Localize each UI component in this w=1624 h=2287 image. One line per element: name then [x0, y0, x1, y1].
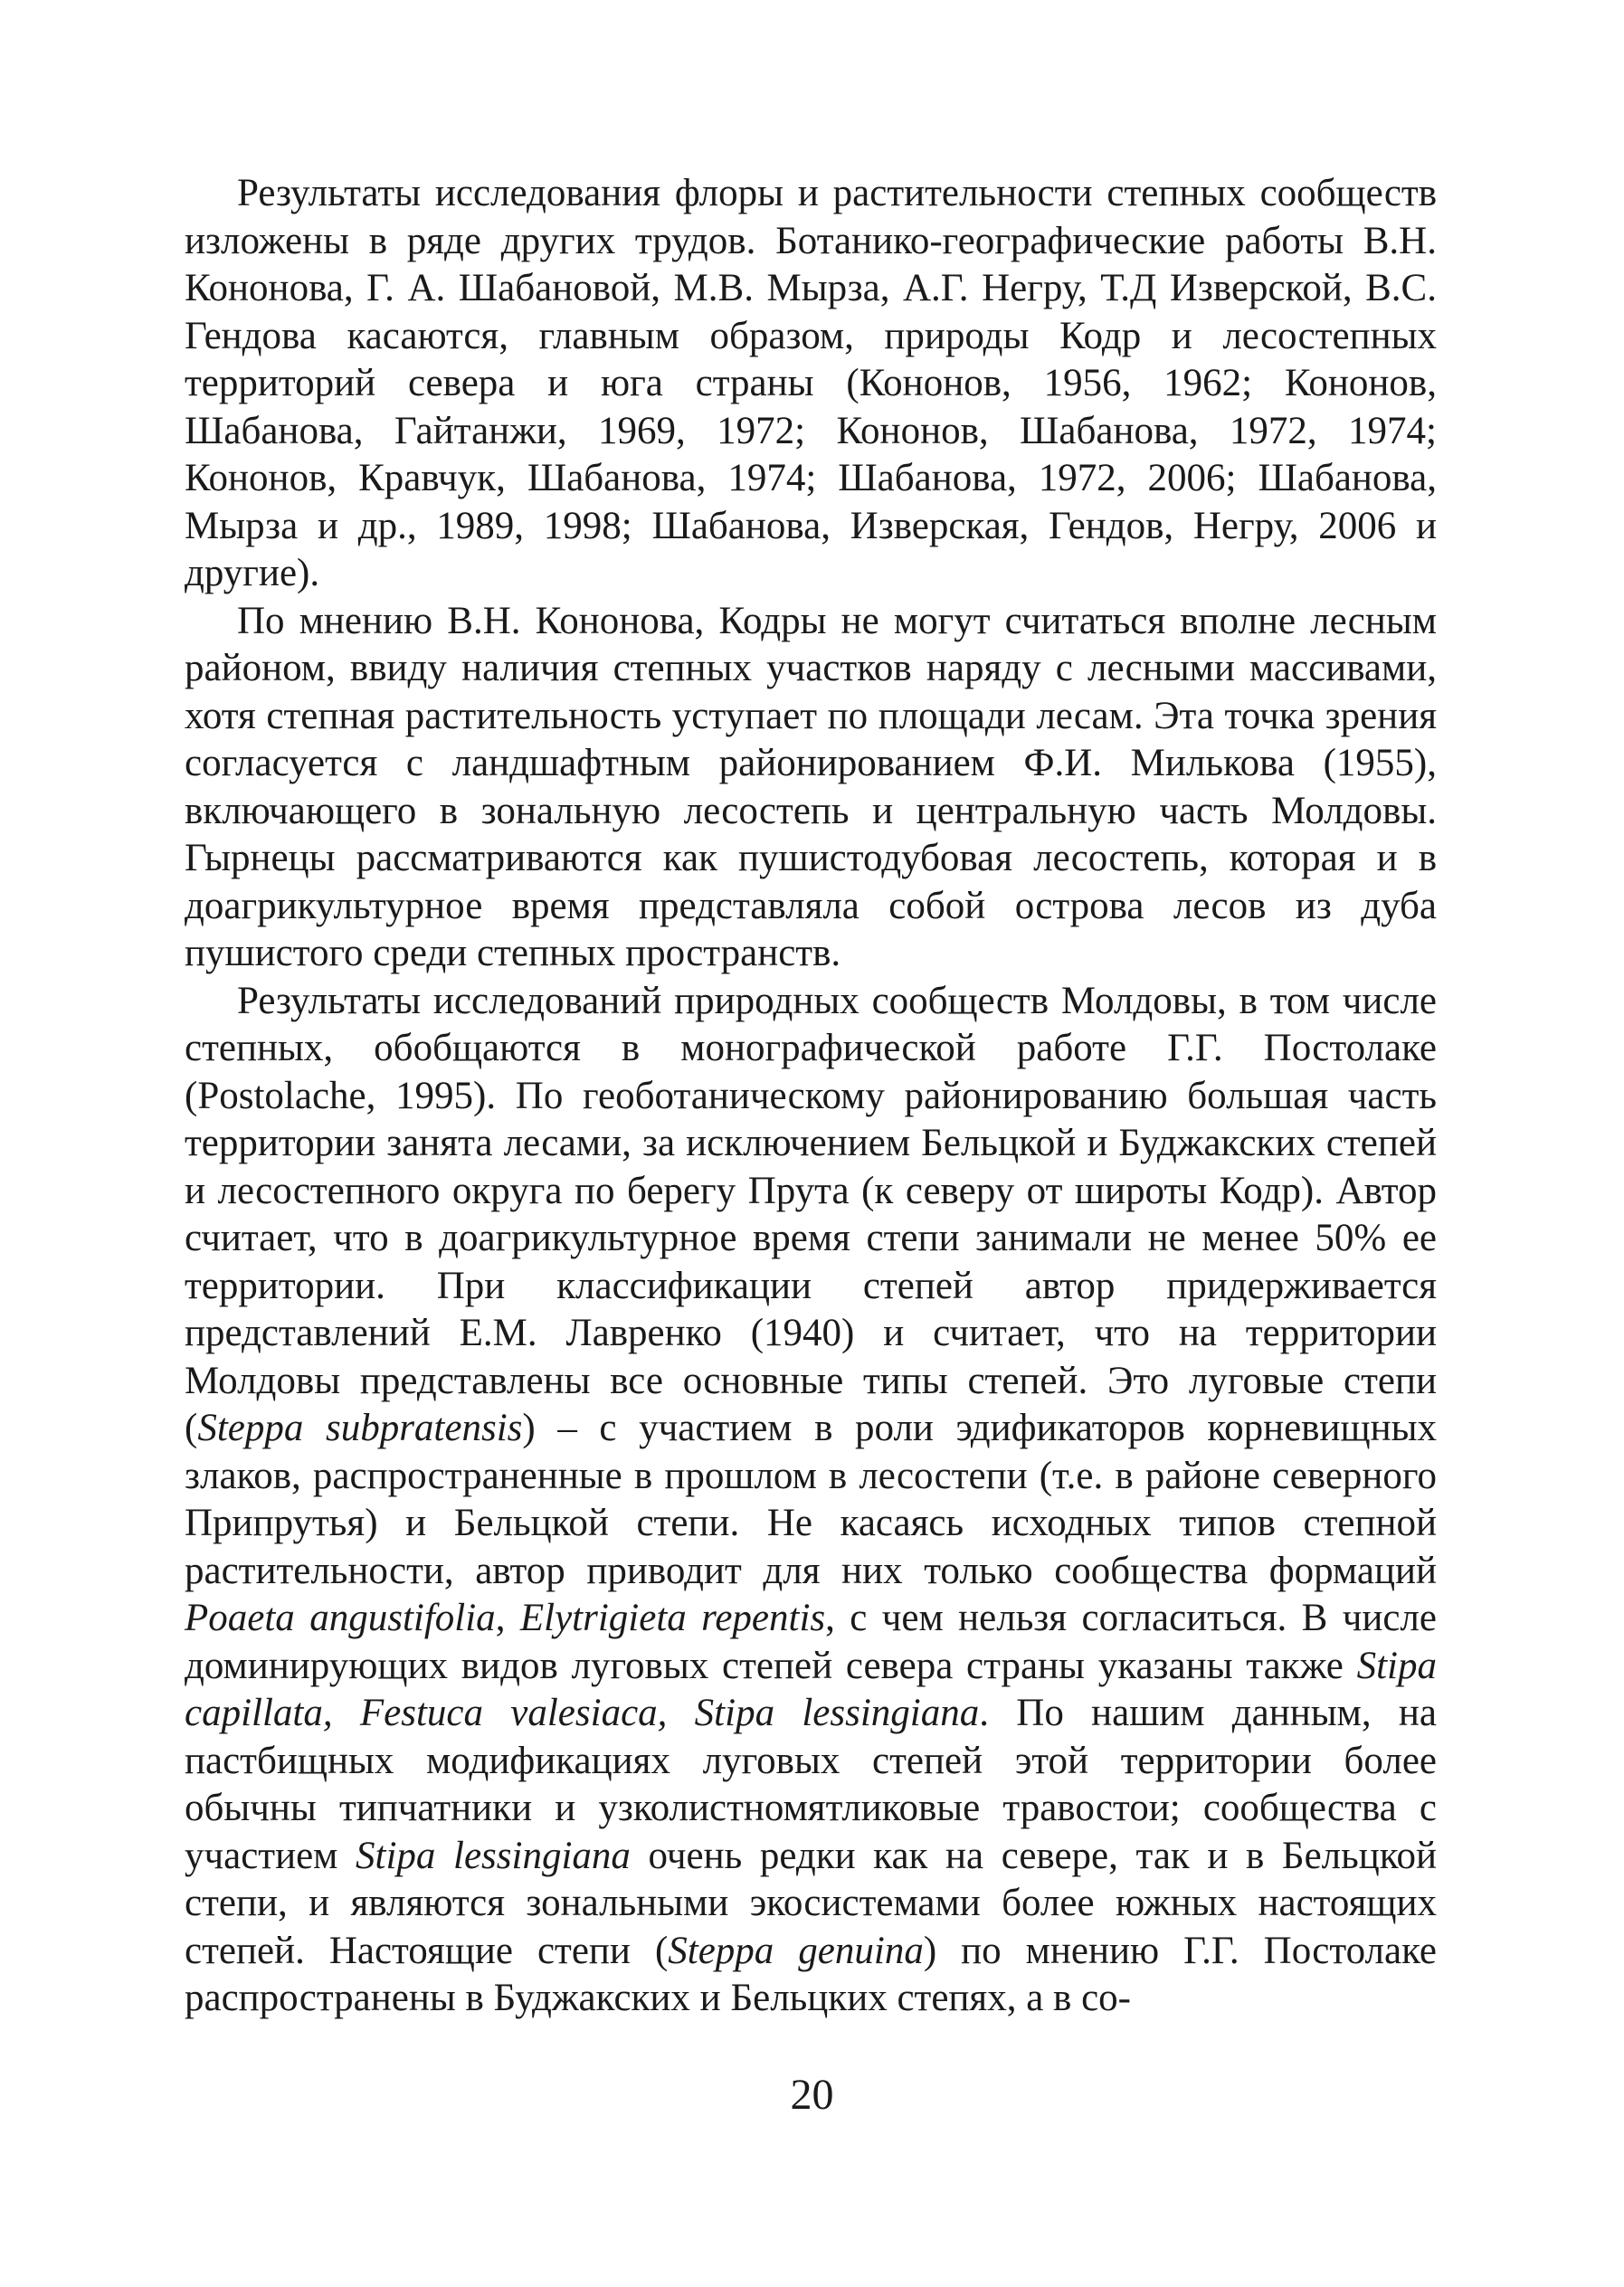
body-text — [185, 170, 1437, 2023]
latin-species-name: Elytrigieta repentis — [519, 1597, 826, 1639]
paragraph-text: ) – с участием в роли эдификаторов корневищных злаков, распространенные в прошлом в лесостепи (т.е. в районе северного Припрутья) и Бельцкой степи. Не касаясь исходных типов степной растительности, автор приводит для них только сообщества формаций — [185, 1407, 1438, 1592]
paragraph — [185, 598, 1437, 978]
latin-species-name: Poaeta angustifolia — [185, 1597, 496, 1639]
paragraph-text: ) по мнению Г.Г. Постолаке распространены в Буджакских и Бельцких степях, а в со- — [185, 1929, 1437, 2019]
page-number: 20 — [790, 2071, 834, 2119]
paragraph — [185, 978, 1437, 2023]
paragraph-text: Результаты исследований природных сообществ Молдовы, в том числе степных, обобщаются в монографической работе Г.Г. Постолаке (Postolache, 1995). По геоботаническому районированию большая часть территории занята лесами, за исключением Бельцкой и Буджакских степей и лесостепного округа по берегу Прута (к северу от широты Кодр). Автор считает, что в доагрикультурное время степи занимали не менее 50% ее территории. При классификации степей автор придерживается представлений Е.М. Лавренко (1940) и считает, что на территории Молдовы представлены все основные типы степей. Это луговые степи ( — [185, 979, 1437, 1449]
paragraph-text: , с чем нельзя согласиться. В числе доминирующих видов луговых степей севера страны указаны также — [185, 1597, 1437, 1687]
latin-species-name: Stipa lessingiana — [356, 1834, 631, 1877]
latin-species-name: Steppa genuina — [668, 1929, 924, 1972]
paragraph-text: . По нашим данным, на пастбищных модификациях луговых степей этой территории более обычны типчатники и узколистномятликовые травостои; сообщества с участием — [185, 1692, 1437, 1877]
paragraph-text: очень редки как на севере, так и в Бельцкой степи, и являются зональными экосистемами более южных настоящих степей. Настоящие степи ( — [185, 1834, 1437, 1972]
paragraph-text: , — [495, 1597, 520, 1639]
paragraph — [185, 170, 1437, 598]
latin-species-name: Steppa subpratensis — [197, 1407, 523, 1449]
latin-species-name: Stipa capillata, Festuca valesiaca, Stipa lessingiana — [185, 1644, 1437, 1734]
paragraph-text: По мнению В.Н. Кононова, Кодры не могут считаться вполне лесным районом, ввиду наличия степных участков наряду с лесными массивами, хотя степная растительность уступает по площади лесам. Эта точка зрения согласуется с ландшафтным районированием Ф.И. Милькова (1955), включающего в зональную лесостепь и центральную часть Молдовы. Гырнецы рассматриваются как пушистодубовая лесостепь, которая и в доагрикультурное время представляла собой острова лесов из дуба пушистого среди степных пространств. — [185, 599, 1437, 974]
paragraph-text: Результаты исследования флоры и растительности степных сообществ изложены в ряде других трудов. Ботанико-географические работы В.Н. Кононова, Г. А. Шабановой, М.В. Мырза, А.Г. Негру, Т.Д Изверской, В.С. Гендова касаются, главным образом, природы Кодр и лесостепных территорий севера и юга страны (Кононов, 1956, 1962; Кононов, Шабанова, Гайтанжи, 1969, 1972; Кононов, Шабанова, 1972, 1974; Кононов, Кравчук, Шабанова, 1974; Шабанова, 1972, 2006; Шабанова, Мырза и др., 1989, 1998; Шабанова, Изверская, Гендов, Негру, 2006 и другие). — [185, 172, 1437, 594]
